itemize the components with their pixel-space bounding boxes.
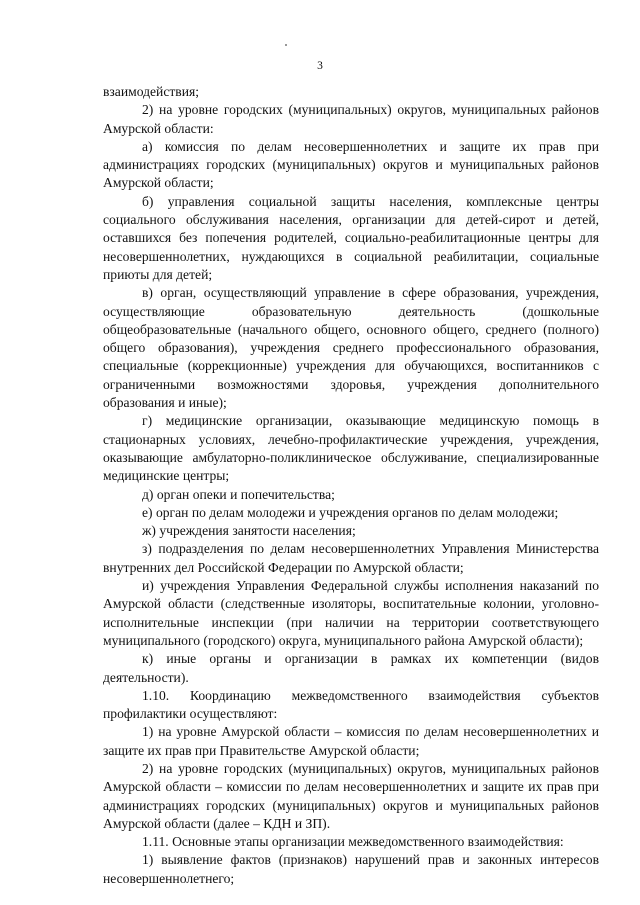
paragraph-item-v: в) орган, осуществляющий управление в сфере образования, учреждения, осуществляющие образовательную деятельность (дошкольные общеобразовательные (начального общего, основного общего, среднего (полного) общего образования), учреждения среднего профессионального образования, специальные (коррекционные) учреждения для обучающихся, воспитанников с ограниченными возможностями здоровья, учреждения дополнительного образования и иные); [103, 285, 599, 411]
paragraph-1-11-item-1: 1) выявление фактов (признаков) нарушений прав и законных интересов несовершеннолетнего; [103, 852, 599, 886]
paragraph-item-a: а) комиссия по делам несовершеннолетних и защите их прав при администрациях городских (муниципальных) округов и муниципальных районов Амурской области; [103, 138, 599, 191]
paragraph-section-1-10: 1.10. Координацию межведомственного взаимодействия субъектов профилактики осуществляют: [103, 687, 599, 722]
paragraph-1-10-item-1: 1) на уровне Амурской области – комиссия по делам несовершеннолетних и защите их прав при Правительстве Амурской области; [103, 724, 599, 758]
paragraph-item-e: е) орган по делам молодежи и учреждения органов по делам молодежи; [142, 504, 559, 520]
paragraph-section-1-11: 1.11. Основные этапы организации межведомственного взаимодействия: [142, 834, 564, 850]
paragraph-item-b: б) управления социальной защиты населения, комплексные центры социального обслуживания населения, организации для детей-сирот и детей, оставшихся без попечения родителей, социально-реабилитационные центры для несовершеннолетних, нуждающихся в социальной реабилитации, социальные приюты для детей; [103, 193, 599, 282]
paragraph-item-2-heading: 2) на уровне городских (муниципальных) округов, муниципальных районов Амурской области: [103, 102, 599, 136]
paragraph-item-d: д) орган опеки и попечительства; [142, 486, 335, 502]
paragraph-item-z: з) подразделения по делам несовершеннолетних Управления Министерства внутренних дел Российской Федерации по Амурской области; [103, 541, 599, 575]
paragraph-item-k: к) иные органы и организации в рамках их компетенции (видов деятельности). [103, 651, 599, 685]
paragraph-continuation: взаимодействия; [103, 84, 200, 99]
paragraph-item-zh: ж) учреждения занятости населения; [142, 523, 356, 539]
paragraph-item-i: и) учреждения Управления Федеральной службы исполнения наказаний по Амурской области (следственные изоляторы, воспитательные колонии, уголовно-исполнительные инспекции (при наличии на территории соответствующего муниципального (городского) округа, муниципального района Амурской области); [103, 578, 599, 648]
document-body [103, 83, 599, 888]
paragraph-item-g: г) медицинские организации, оказывающие медицинскую помощь в стационарных условиях, лечебно-профилактические учреждения, учреждения, оказывающие амбулаторно-поликлиническое обслуживание, специализированные медицинские центры; [103, 413, 599, 484]
scan-speck [285, 44, 287, 46]
page-number: 3 [317, 60, 323, 72]
paragraph-1-10-item-2: 2) на уровне городских (муниципальных) округов, муниципальных районов Амурской области – комиссии по делам несовершеннолетних и защите их прав при администрациях городских (муниципальных) округов и муниципальных районов Амурской области (далее – КДН и ЗП). [103, 760, 599, 831]
